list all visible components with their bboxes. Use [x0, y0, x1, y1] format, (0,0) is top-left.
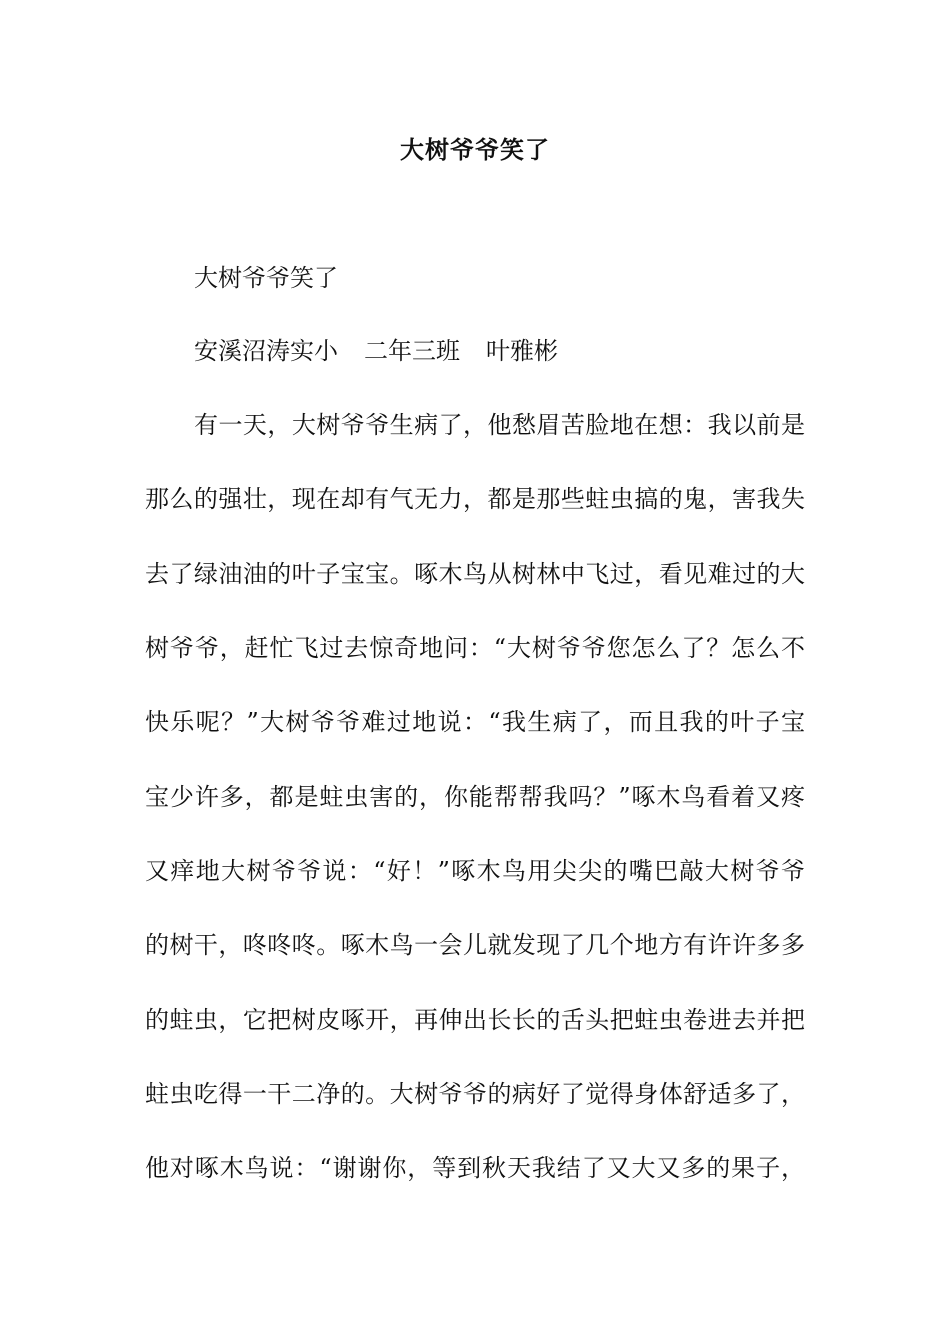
body-line: 的蛀虫，它把树皮啄开，再伸出长长的舌头把蛀虫卷进去并把	[145, 1006, 805, 1034]
author-name: 叶雅彬	[486, 337, 558, 365]
body-line: 又痒地大树爷爷说：“好！”啄木鸟用尖尖的嘴巴敲大树爷爷	[145, 857, 805, 885]
body-line: 树爷爷，赶忙飞过去惊奇地问：“大树爷爷您怎么了？怎么不	[145, 634, 805, 662]
body-line: 宝少许多，都是蛀虫害的，你能帮帮我吗？”啄木鸟看着又疼	[145, 783, 805, 811]
body-line: 快乐呢？”大树爷爷难过地说：“我生病了，而且我的叶子宝	[145, 708, 805, 736]
author-line	[194, 331, 805, 371]
body-line: 蛀虫吃得一干二净的。大树爷爷的病好了觉得身体舒适多了，	[145, 1080, 805, 1108]
author-class: 二年三班	[364, 337, 460, 365]
body-line: 那么的强壮，现在却有气无力，都是那些蛀虫搞的鬼，害我失	[145, 485, 805, 513]
body-line: 去了绿油油的叶子宝宝。啄木鸟从树林中飞过，看见难过的大	[145, 560, 805, 588]
author-school: 安溪沼涛实小	[194, 337, 338, 365]
body-line: 他对啄木鸟说：“谢谢你，等到秋天我结了又大又多的果子，	[145, 1154, 805, 1182]
body-line: 有一天，大树爷爷生病了，他愁眉苦脸地在想：我以前是	[194, 411, 805, 439]
essay-subtitle: 大树爷爷笑了	[194, 264, 338, 292]
body-line: 的树干，咚咚咚。啄木鸟一会儿就发现了几个地方有许许多多	[145, 931, 805, 959]
document-title: 大树爷爷笑了	[400, 135, 550, 164]
